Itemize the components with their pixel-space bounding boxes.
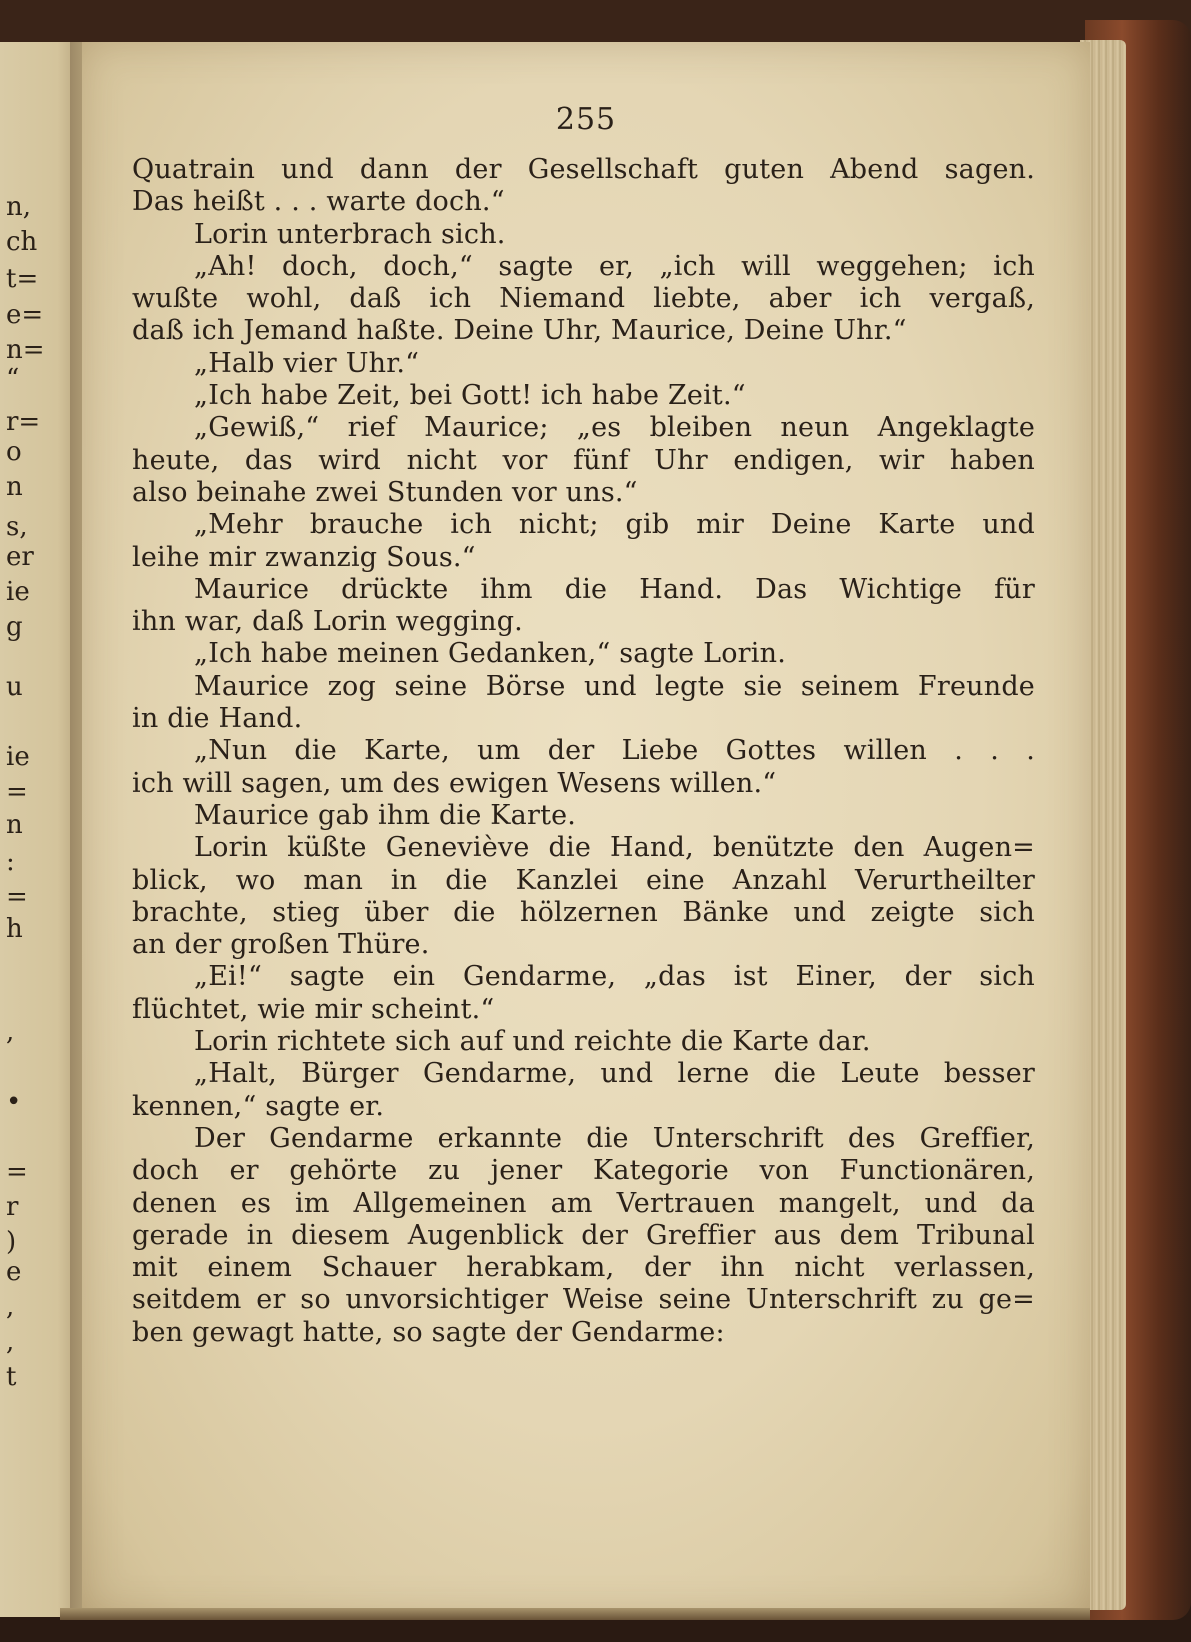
- text-line: wußte wohl, daß ich Niemand liebte, aber ich vergaß,: [132, 283, 1035, 315]
- facing-page-fragment-text: er: [6, 542, 34, 572]
- text-line: „Gewiß,“ rief Maurice; „es bleiben neun Angeklagte: [194, 412, 1035, 444]
- facing-page-fragment-text: n=: [6, 335, 45, 365]
- text-line: Quatrain und dann der Gesellschaft guten Abend sagen.: [132, 154, 1035, 185]
- text-line: Das heißt . . . warte doch.“: [132, 186, 505, 218]
- text-line: „Halb vier Uhr.“: [194, 347, 420, 379]
- text-line: Lorin richtete sich auf und reichte die Karte dar.: [194, 1026, 871, 1058]
- facing-page-fragment-text: g: [6, 612, 23, 642]
- text-line: Der Gendarme erkannte die Unterschrift des Greffier,: [194, 1122, 1035, 1154]
- facing-page-fragment-text: e=: [6, 300, 44, 330]
- text-line: „Mehr brauche ich nicht; gib mir Deine Karte und: [194, 509, 1035, 541]
- facing-page-fragment-text: =: [6, 777, 28, 807]
- facing-page-fragment-text: •: [6, 1087, 22, 1117]
- text-line: heute, das wird nicht vor fünf Uhr endigen, wir haben: [132, 444, 1035, 476]
- text-line: „Ah! doch, doch,“ sagte er, „ich will weggehen; ich: [194, 250, 1035, 282]
- facing-page-fragment-text: ie: [6, 742, 30, 772]
- text-line: leihe mir zwanzig Sous.“: [132, 541, 476, 573]
- text-line: flüchtet, wie mir scheint.“: [132, 993, 495, 1025]
- text-line: „Halt, Bürger Gendarme, und lerne die Leute besser: [194, 1058, 1035, 1090]
- text-line: kennen,“ sagte er.: [132, 1090, 385, 1122]
- text-line: doch er gehörte zu jener Kategorie von Functionären,: [132, 1155, 1035, 1187]
- text-line: ihn war, daß Lorin wegging.: [132, 606, 523, 638]
- book-page: [82, 42, 1090, 1617]
- facing-page-fragment-text: e: [6, 1257, 22, 1287]
- facing-page-fragment-text: =: [6, 1157, 28, 1187]
- facing-page-fragment-text: ): [6, 1227, 17, 1257]
- text-line: Lorin küßte Geneviève die Hand, benützte den Augen=: [194, 832, 1035, 864]
- text-line: denen es im Allgemeinen am Vertrauen mangelt, und da: [132, 1187, 1035, 1219]
- text-line: mit einem Schauer herabkam, der ihn nicht verlassen,: [132, 1252, 1035, 1284]
- facing-page-fragment-text: ie: [6, 577, 30, 607]
- text-line: Maurice drückte ihm die Hand. Das Wichtige für: [194, 573, 1035, 605]
- facing-page-fragment-text: “: [6, 364, 20, 394]
- facing-page-fragment-text: r: [6, 1192, 19, 1222]
- text-line: in die Hand.: [132, 703, 303, 735]
- text-line: „Ich habe Zeit, bei Gott! ich habe Zeit.“: [194, 380, 746, 412]
- page-bottom-edge: [60, 1608, 1090, 1620]
- facing-page-fragment-text: =: [6, 882, 28, 912]
- text-line: Maurice gab ihm die Karte.: [194, 799, 577, 831]
- text-line: brachte, stieg über die hölzernen Bänke und zeigte sich: [132, 896, 1035, 928]
- text-line: Maurice zog seine Börse und legte sie seinem Freunde: [194, 670, 1035, 702]
- facing-page-fragment-text: ,: [6, 1292, 15, 1322]
- facing-page-fragment-text: h: [6, 914, 23, 944]
- facing-page-fragment-text: t=: [6, 264, 39, 294]
- facing-page-fragment-text: ch: [6, 227, 38, 257]
- body-text: [132, 154, 1035, 1349]
- text-line: blick, wo man in die Kanzlei eine Anzahl Verurtheilter: [132, 864, 1035, 896]
- facing-page-fragment-text: n: [6, 810, 23, 840]
- text-line: also beinahe zwei Stunden vor uns.“: [132, 476, 638, 508]
- facing-page-fragment-text: o: [6, 437, 22, 467]
- page-number: 255: [555, 102, 617, 137]
- text-line: seitdem er so unvorsichtiger Weise seine Unterschrift zu ge=: [132, 1284, 1035, 1316]
- text-line: ich will sagen, um des ewigen Wesens willen.“: [132, 767, 777, 799]
- facing-page-fragment-text: r=: [6, 407, 41, 437]
- text-line: an der großen Thüre.: [132, 929, 430, 961]
- text-line: „Ei!“ sagte ein Gendarme, „das ist Einer, der sich: [194, 961, 1035, 993]
- facing-page-fragment-text: n: [6, 472, 23, 502]
- text-line: gerade in diesem Augenblick der Greffier aus dem Tribunal: [132, 1219, 1035, 1251]
- text-line: „Ich habe meinen Gedanken,“ sagte Lorin.: [194, 638, 786, 670]
- text-line: ben gewagt hatte, so sagte der Gendarme:: [132, 1316, 725, 1348]
- facing-page-fragment-text: n,: [6, 192, 32, 222]
- facing-page-fragment-text: ,: [6, 1327, 15, 1357]
- facing-page-fragment-text: ,: [6, 1017, 15, 1047]
- text-line: Lorin unterbrach sich.: [194, 218, 506, 250]
- text-line: „Nun die Karte, um der Liebe Gottes willen . . .: [194, 735, 1035, 767]
- facing-page-fragment-text: :: [6, 847, 15, 877]
- text-line: daß ich Jemand haßte. Deine Uhr, Maurice, Deine Uhr.“: [132, 315, 907, 347]
- facing-page-fragment-text: s,: [6, 512, 28, 542]
- facing-page-fragment-text: t: [6, 1362, 17, 1392]
- facing-page-fragment-text: u: [6, 672, 23, 702]
